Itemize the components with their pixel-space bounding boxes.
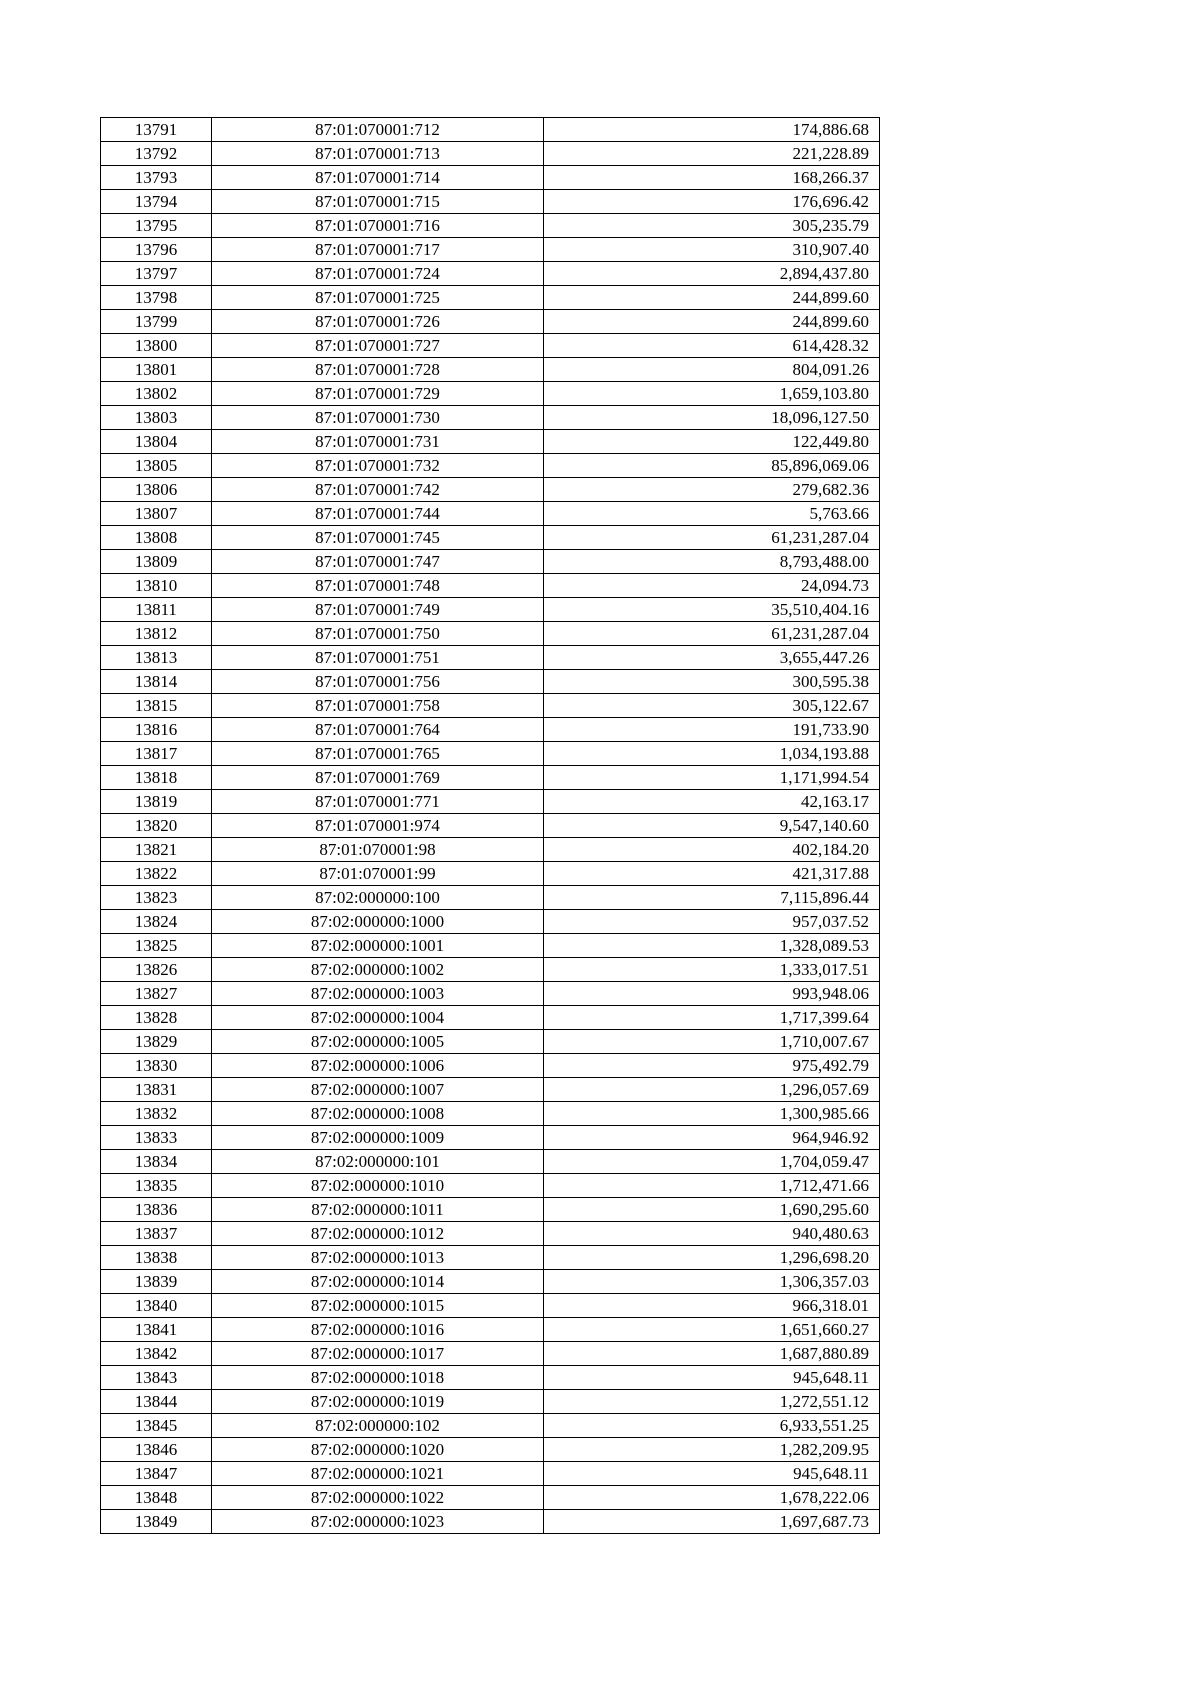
row-number-cell: 13813 — [101, 646, 212, 670]
table-row — [101, 262, 880, 286]
cadastral-number-cell: 87:01:070001:716 — [212, 214, 544, 238]
row-number-cell: 13794 — [101, 190, 212, 214]
table-row — [101, 1462, 880, 1486]
row-number-cell: 13833 — [101, 1126, 212, 1150]
row-number-cell: 13846 — [101, 1438, 212, 1462]
row-number-cell: 13824 — [101, 910, 212, 934]
cadastral-number-cell: 87:01:070001:728 — [212, 358, 544, 382]
cadastral-number-cell: 87:01:070001:731 — [212, 430, 544, 454]
table-row — [101, 1198, 880, 1222]
row-number-cell: 13791 — [101, 118, 212, 142]
table-row — [101, 790, 880, 814]
table-row — [101, 310, 880, 334]
row-number-cell: 13801 — [101, 358, 212, 382]
cadastral-number-cell: 87:01:070001:729 — [212, 382, 544, 406]
cadastral-number-cell: 87:01:070001:765 — [212, 742, 544, 766]
cadastral-number-cell: 87:01:070001:758 — [212, 694, 544, 718]
table-row — [101, 502, 880, 526]
table-row — [101, 838, 880, 862]
value-cell: 176,696.42 — [544, 190, 880, 214]
row-number-cell: 13843 — [101, 1366, 212, 1390]
table-row — [101, 1102, 880, 1126]
table-row — [101, 142, 880, 166]
row-number-cell: 13841 — [101, 1318, 212, 1342]
row-number-cell: 13818 — [101, 766, 212, 790]
cadastral-number-cell: 87:01:070001:732 — [212, 454, 544, 478]
value-cell: 1,300,985.66 — [544, 1102, 880, 1126]
value-cell: 1,704,059.47 — [544, 1150, 880, 1174]
value-cell: 1,034,193.88 — [544, 742, 880, 766]
table-row — [101, 598, 880, 622]
cadastral-number-cell: 87:02:000000:1010 — [212, 1174, 544, 1198]
table-row — [101, 1078, 880, 1102]
row-number-cell: 13836 — [101, 1198, 212, 1222]
cadastral-number-cell: 87:02:000000:1023 — [212, 1510, 544, 1534]
row-number-cell: 13834 — [101, 1150, 212, 1174]
table-row — [101, 526, 880, 550]
value-cell: 168,266.37 — [544, 166, 880, 190]
cadastral-number-cell: 87:02:000000:1003 — [212, 982, 544, 1006]
value-cell: 310,907.40 — [544, 238, 880, 262]
value-cell: 945,648.11 — [544, 1462, 880, 1486]
cadastral-number-cell: 87:01:070001:99 — [212, 862, 544, 886]
value-cell: 85,896,069.06 — [544, 454, 880, 478]
table-row — [101, 118, 880, 142]
cadastral-number-cell: 87:02:000000:1014 — [212, 1270, 544, 1294]
value-cell: 18,096,127.50 — [544, 406, 880, 430]
table-row — [101, 358, 880, 382]
cadastral-number-cell: 87:02:000000:1018 — [212, 1366, 544, 1390]
value-cell: 975,492.79 — [544, 1054, 880, 1078]
row-number-cell: 13831 — [101, 1078, 212, 1102]
row-number-cell: 13793 — [101, 166, 212, 190]
row-number-cell: 13848 — [101, 1486, 212, 1510]
value-cell: 940,480.63 — [544, 1222, 880, 1246]
table-row — [101, 886, 880, 910]
table-row — [101, 238, 880, 262]
table-row — [101, 1126, 880, 1150]
value-cell: 1,690,295.60 — [544, 1198, 880, 1222]
cadastral-number-cell: 87:02:000000:1007 — [212, 1078, 544, 1102]
cadastral-value-table — [100, 117, 880, 1534]
row-number-cell: 13823 — [101, 886, 212, 910]
cadastral-number-cell: 87:02:000000:1001 — [212, 934, 544, 958]
cadastral-number-cell: 87:02:000000:1020 — [212, 1438, 544, 1462]
row-number-cell: 13812 — [101, 622, 212, 646]
value-cell: 244,899.60 — [544, 310, 880, 334]
table-row — [101, 814, 880, 838]
value-cell: 221,228.89 — [544, 142, 880, 166]
row-number-cell: 13840 — [101, 1294, 212, 1318]
cadastral-number-cell: 87:02:000000:1019 — [212, 1390, 544, 1414]
table-row — [101, 166, 880, 190]
value-cell: 945,648.11 — [544, 1366, 880, 1390]
table-row — [101, 934, 880, 958]
value-cell: 61,231,287.04 — [544, 622, 880, 646]
cadastral-number-cell: 87:02:000000:1017 — [212, 1342, 544, 1366]
cadastral-number-cell: 87:02:000000:1013 — [212, 1246, 544, 1270]
cadastral-number-cell: 87:02:000000:1008 — [212, 1102, 544, 1126]
cadastral-number-cell: 87:01:070001:764 — [212, 718, 544, 742]
cadastral-number-cell: 87:01:070001:98 — [212, 838, 544, 862]
cadastral-number-cell: 87:02:000000:101 — [212, 1150, 544, 1174]
table-row — [101, 214, 880, 238]
table-row — [101, 190, 880, 214]
value-cell: 61,231,287.04 — [544, 526, 880, 550]
row-number-cell: 13849 — [101, 1510, 212, 1534]
value-cell: 6,933,551.25 — [544, 1414, 880, 1438]
cadastral-number-cell: 87:02:000000:102 — [212, 1414, 544, 1438]
table-row — [101, 1150, 880, 1174]
row-number-cell: 13795 — [101, 214, 212, 238]
table-row — [101, 694, 880, 718]
row-number-cell: 13825 — [101, 934, 212, 958]
cadastral-number-cell: 87:02:000000:1000 — [212, 910, 544, 934]
value-cell: 191,733.90 — [544, 718, 880, 742]
table-row — [101, 1342, 880, 1366]
cadastral-number-cell: 87:01:070001:750 — [212, 622, 544, 646]
row-number-cell: 13832 — [101, 1102, 212, 1126]
table-row — [101, 382, 880, 406]
cadastral-number-cell: 87:01:070001:717 — [212, 238, 544, 262]
value-cell: 3,655,447.26 — [544, 646, 880, 670]
table-row — [101, 406, 880, 430]
table-row — [101, 742, 880, 766]
value-cell: 1,272,551.12 — [544, 1390, 880, 1414]
value-cell: 1,651,660.27 — [544, 1318, 880, 1342]
value-cell: 7,115,896.44 — [544, 886, 880, 910]
value-cell: 1,710,007.67 — [544, 1030, 880, 1054]
row-number-cell: 13845 — [101, 1414, 212, 1438]
row-number-cell: 13806 — [101, 478, 212, 502]
value-cell: 122,449.80 — [544, 430, 880, 454]
row-number-cell: 13800 — [101, 334, 212, 358]
table-row — [101, 1294, 880, 1318]
row-number-cell: 13803 — [101, 406, 212, 430]
row-number-cell: 13819 — [101, 790, 212, 814]
cadastral-number-cell: 87:01:070001:726 — [212, 310, 544, 334]
table-row — [101, 1222, 880, 1246]
value-cell: 2,894,437.80 — [544, 262, 880, 286]
value-cell: 614,428.32 — [544, 334, 880, 358]
row-number-cell: 13826 — [101, 958, 212, 982]
table-row — [101, 1246, 880, 1270]
table-row — [101, 1270, 880, 1294]
value-cell: 1,306,357.03 — [544, 1270, 880, 1294]
row-number-cell: 13842 — [101, 1342, 212, 1366]
row-number-cell: 13828 — [101, 1006, 212, 1030]
table-row — [101, 478, 880, 502]
table-row — [101, 982, 880, 1006]
value-cell: 993,948.06 — [544, 982, 880, 1006]
cadastral-number-cell: 87:01:070001:747 — [212, 550, 544, 574]
table-row — [101, 910, 880, 934]
value-cell: 957,037.52 — [544, 910, 880, 934]
row-number-cell: 13810 — [101, 574, 212, 598]
cadastral-number-cell: 87:02:000000:100 — [212, 886, 544, 910]
table-row — [101, 622, 880, 646]
row-number-cell: 13804 — [101, 430, 212, 454]
row-number-cell: 13792 — [101, 142, 212, 166]
table-row — [101, 718, 880, 742]
row-number-cell: 13798 — [101, 286, 212, 310]
table-row — [101, 1174, 880, 1198]
table-row — [101, 766, 880, 790]
row-number-cell: 13844 — [101, 1390, 212, 1414]
value-cell: 421,317.88 — [544, 862, 880, 886]
row-number-cell: 13817 — [101, 742, 212, 766]
row-number-cell: 13821 — [101, 838, 212, 862]
row-number-cell: 13847 — [101, 1462, 212, 1486]
cadastral-number-cell: 87:01:070001:745 — [212, 526, 544, 550]
cadastral-number-cell: 87:02:000000:1004 — [212, 1006, 544, 1030]
row-number-cell: 13811 — [101, 598, 212, 622]
cadastral-number-cell: 87:01:070001:725 — [212, 286, 544, 310]
value-cell: 402,184.20 — [544, 838, 880, 862]
cadastral-number-cell: 87:02:000000:1006 — [212, 1054, 544, 1078]
table-row — [101, 1438, 880, 1462]
cadastral-number-cell: 87:02:000000:1002 — [212, 958, 544, 982]
cadastral-number-cell: 87:02:000000:1016 — [212, 1318, 544, 1342]
table-row — [101, 670, 880, 694]
row-number-cell: 13805 — [101, 454, 212, 478]
value-cell: 1,717,399.64 — [544, 1006, 880, 1030]
cadastral-number-cell: 87:02:000000:1011 — [212, 1198, 544, 1222]
table-row — [101, 1030, 880, 1054]
table-row — [101, 286, 880, 310]
row-number-cell: 13799 — [101, 310, 212, 334]
table-body — [101, 118, 880, 1534]
cadastral-number-cell: 87:01:070001:748 — [212, 574, 544, 598]
cadastral-number-cell: 87:01:070001:756 — [212, 670, 544, 694]
value-cell: 305,235.79 — [544, 214, 880, 238]
value-cell: 1,687,880.89 — [544, 1342, 880, 1366]
value-cell: 964,946.92 — [544, 1126, 880, 1150]
cadastral-number-cell: 87:02:000000:1009 — [212, 1126, 544, 1150]
row-number-cell: 13807 — [101, 502, 212, 526]
value-cell: 1,171,994.54 — [544, 766, 880, 790]
table-row — [101, 430, 880, 454]
value-cell: 24,094.73 — [544, 574, 880, 598]
value-cell: 1,697,687.73 — [544, 1510, 880, 1534]
cadastral-number-cell: 87:01:070001:713 — [212, 142, 544, 166]
cadastral-number-cell: 87:01:070001:769 — [212, 766, 544, 790]
value-cell: 1,659,103.80 — [544, 382, 880, 406]
value-cell: 1,296,698.20 — [544, 1246, 880, 1270]
cadastral-number-cell: 87:01:070001:749 — [212, 598, 544, 622]
cadastral-number-cell: 87:01:070001:730 — [212, 406, 544, 430]
value-cell: 1,282,209.95 — [544, 1438, 880, 1462]
cadastral-number-cell: 87:02:000000:1005 — [212, 1030, 544, 1054]
row-number-cell: 13830 — [101, 1054, 212, 1078]
cadastral-number-cell: 87:02:000000:1012 — [212, 1222, 544, 1246]
table-row — [101, 958, 880, 982]
row-number-cell: 13808 — [101, 526, 212, 550]
value-cell: 804,091.26 — [544, 358, 880, 382]
cadastral-number-cell: 87:01:070001:727 — [212, 334, 544, 358]
row-number-cell: 13814 — [101, 670, 212, 694]
value-cell: 1,296,057.69 — [544, 1078, 880, 1102]
value-cell: 279,682.36 — [544, 478, 880, 502]
cadastral-number-cell: 87:01:070001:744 — [212, 502, 544, 526]
table-row — [101, 1054, 880, 1078]
row-number-cell: 13837 — [101, 1222, 212, 1246]
value-cell: 305,122.67 — [544, 694, 880, 718]
value-cell: 9,547,140.60 — [544, 814, 880, 838]
row-number-cell: 13839 — [101, 1270, 212, 1294]
cadastral-number-cell: 87:01:070001:742 — [212, 478, 544, 502]
cadastral-number-cell: 87:02:000000:1021 — [212, 1462, 544, 1486]
cadastral-number-cell: 87:01:070001:771 — [212, 790, 544, 814]
cadastral-number-cell: 87:01:070001:712 — [212, 118, 544, 142]
row-number-cell: 13815 — [101, 694, 212, 718]
value-cell: 1,712,471.66 — [544, 1174, 880, 1198]
table-row — [101, 1486, 880, 1510]
cadastral-number-cell: 87:02:000000:1015 — [212, 1294, 544, 1318]
value-cell: 300,595.38 — [544, 670, 880, 694]
value-cell: 966,318.01 — [544, 1294, 880, 1318]
cadastral-number-cell: 87:01:070001:724 — [212, 262, 544, 286]
cadastral-number-cell: 87:01:070001:715 — [212, 190, 544, 214]
table-row — [101, 574, 880, 598]
table-row — [101, 1366, 880, 1390]
table-row — [101, 454, 880, 478]
row-number-cell: 13835 — [101, 1174, 212, 1198]
value-cell: 174,886.68 — [544, 118, 880, 142]
value-cell: 42,163.17 — [544, 790, 880, 814]
table-row — [101, 1318, 880, 1342]
cadastral-number-cell: 87:01:070001:714 — [212, 166, 544, 190]
value-cell: 244,899.60 — [544, 286, 880, 310]
table-row — [101, 550, 880, 574]
table-row — [101, 862, 880, 886]
value-cell: 1,328,089.53 — [544, 934, 880, 958]
value-cell: 1,333,017.51 — [544, 958, 880, 982]
row-number-cell: 13816 — [101, 718, 212, 742]
row-number-cell: 13820 — [101, 814, 212, 838]
table-row — [101, 646, 880, 670]
value-cell: 1,678,222.06 — [544, 1486, 880, 1510]
cadastral-number-cell: 87:01:070001:751 — [212, 646, 544, 670]
table-row — [101, 1006, 880, 1030]
row-number-cell: 13796 — [101, 238, 212, 262]
row-number-cell: 13838 — [101, 1246, 212, 1270]
row-number-cell: 13809 — [101, 550, 212, 574]
table-row — [101, 1414, 880, 1438]
cadastral-number-cell: 87:01:070001:974 — [212, 814, 544, 838]
cadastral-number-cell: 87:02:000000:1022 — [212, 1486, 544, 1510]
row-number-cell: 13827 — [101, 982, 212, 1006]
value-cell: 8,793,488.00 — [544, 550, 880, 574]
value-cell: 5,763.66 — [544, 502, 880, 526]
row-number-cell: 13802 — [101, 382, 212, 406]
table-row — [101, 334, 880, 358]
table-row — [101, 1390, 880, 1414]
row-number-cell: 13797 — [101, 262, 212, 286]
row-number-cell: 13822 — [101, 862, 212, 886]
row-number-cell: 13829 — [101, 1030, 212, 1054]
value-cell: 35,510,404.16 — [544, 598, 880, 622]
table-row — [101, 1510, 880, 1534]
